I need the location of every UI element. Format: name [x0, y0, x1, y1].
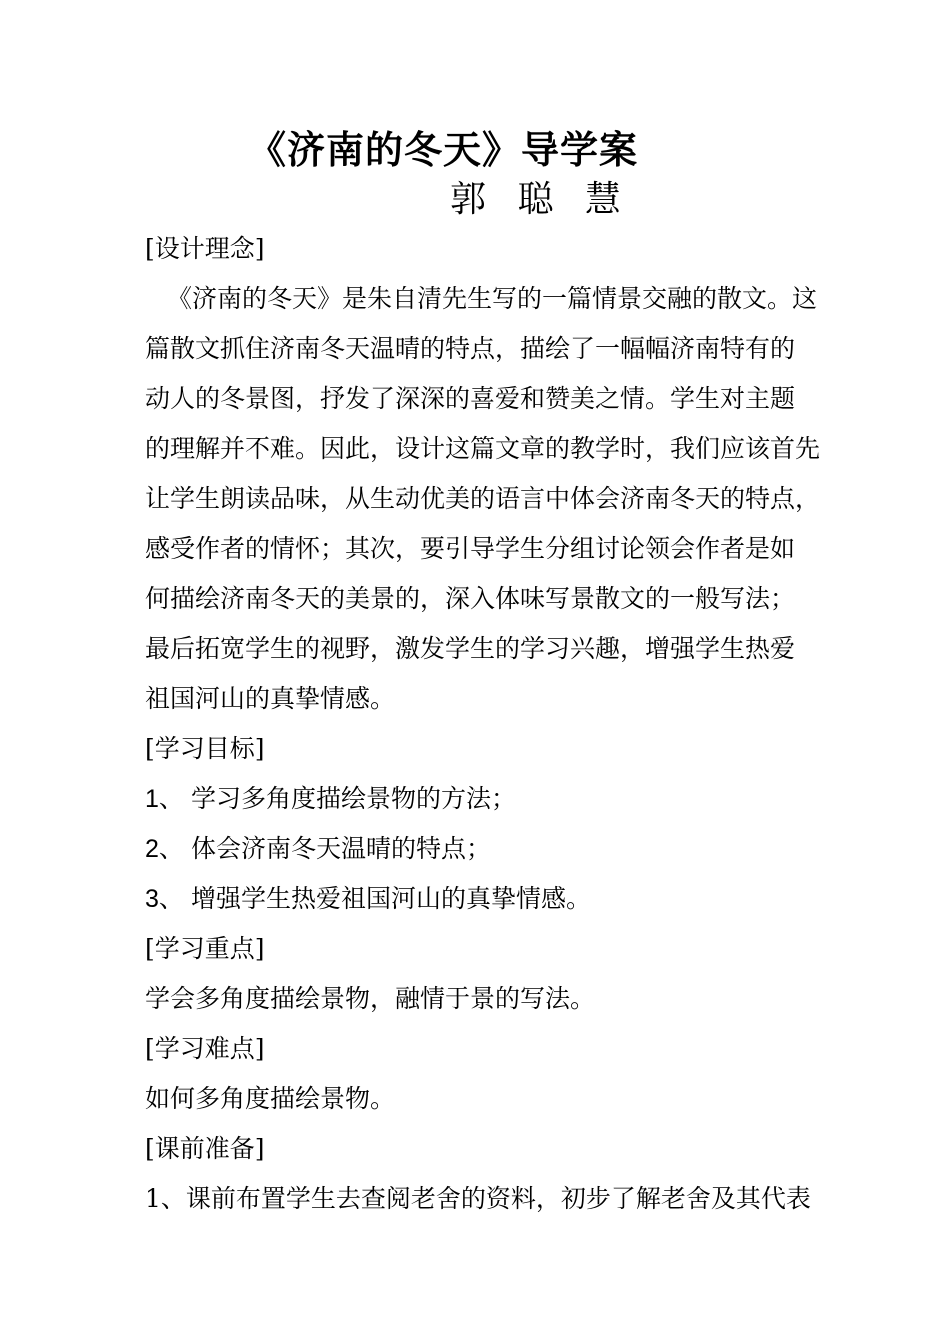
goal-item [145, 874, 835, 924]
goal-number: 2、 [145, 835, 184, 863]
paragraph-line: 何描绘济南冬天的美景的，深入体味写景散文的一般写法； [145, 584, 796, 613]
paragraph-line: 的理解并不难。因此，设计这篇文章的教学时，我们应该首先 [145, 434, 821, 463]
concept-paragraph [145, 274, 835, 724]
goal-text: 体会济南冬天温晴的特点； [191, 834, 492, 863]
paragraph-line: 让学生朗读品味，从生动优美的语言中体会济南冬天的特点， [145, 484, 821, 513]
paragraph-line: 感受作者的情怀；其次，要引导学生分组讨论领会作者是如 [145, 534, 796, 563]
prep-line: 1、课前布置学生去查阅老舍的资料，初步了解老舍及其代表 [145, 1184, 811, 1213]
paragraph-line: 祖国河山的真挚情感。 [145, 684, 396, 713]
paragraph-line: 篇散文抓住济南冬天温晴的特点，描绘了一幅幅济南特有的 [145, 334, 796, 363]
goal-number: 1、 [145, 785, 184, 813]
section-heading-difficulty: [学习难点] [145, 1034, 265, 1063]
document-body [145, 224, 835, 1224]
author-name: 郭 聪 慧 [450, 179, 631, 220]
paragraph-line: 《济南的冬天》是朱自清先生写的一篇情景交融的散文。这 [167, 284, 818, 313]
goal-text: 学习多角度描绘景物的方法； [191, 784, 517, 813]
document-title: 《济南的冬天》导学案 [248, 128, 639, 172]
section-heading-prep: [课前准备] [145, 1134, 265, 1163]
goal-item [145, 824, 835, 874]
key-point-text: 学会多角度描绘景物，融情于景的写法。 [145, 984, 596, 1013]
paragraph-line: 最后拓宽学生的视野，激发学生的学习兴趣，增强学生热爱 [145, 634, 796, 663]
goal-item [145, 774, 835, 824]
section-heading-goals: [学习目标] [145, 734, 265, 763]
difficulty-text: 如何多角度描绘景物。 [145, 1084, 396, 1113]
section-heading-concept: [设计理念] [145, 234, 265, 263]
section-heading-key: [学习重点] [145, 934, 265, 963]
goal-number: 3、 [145, 885, 184, 913]
paragraph-line: 动人的冬景图，抒发了深深的喜爱和赞美之情。学生对主题 [145, 384, 796, 413]
goal-text: 增强学生热爱祖国河山的真挚情感。 [191, 884, 592, 913]
